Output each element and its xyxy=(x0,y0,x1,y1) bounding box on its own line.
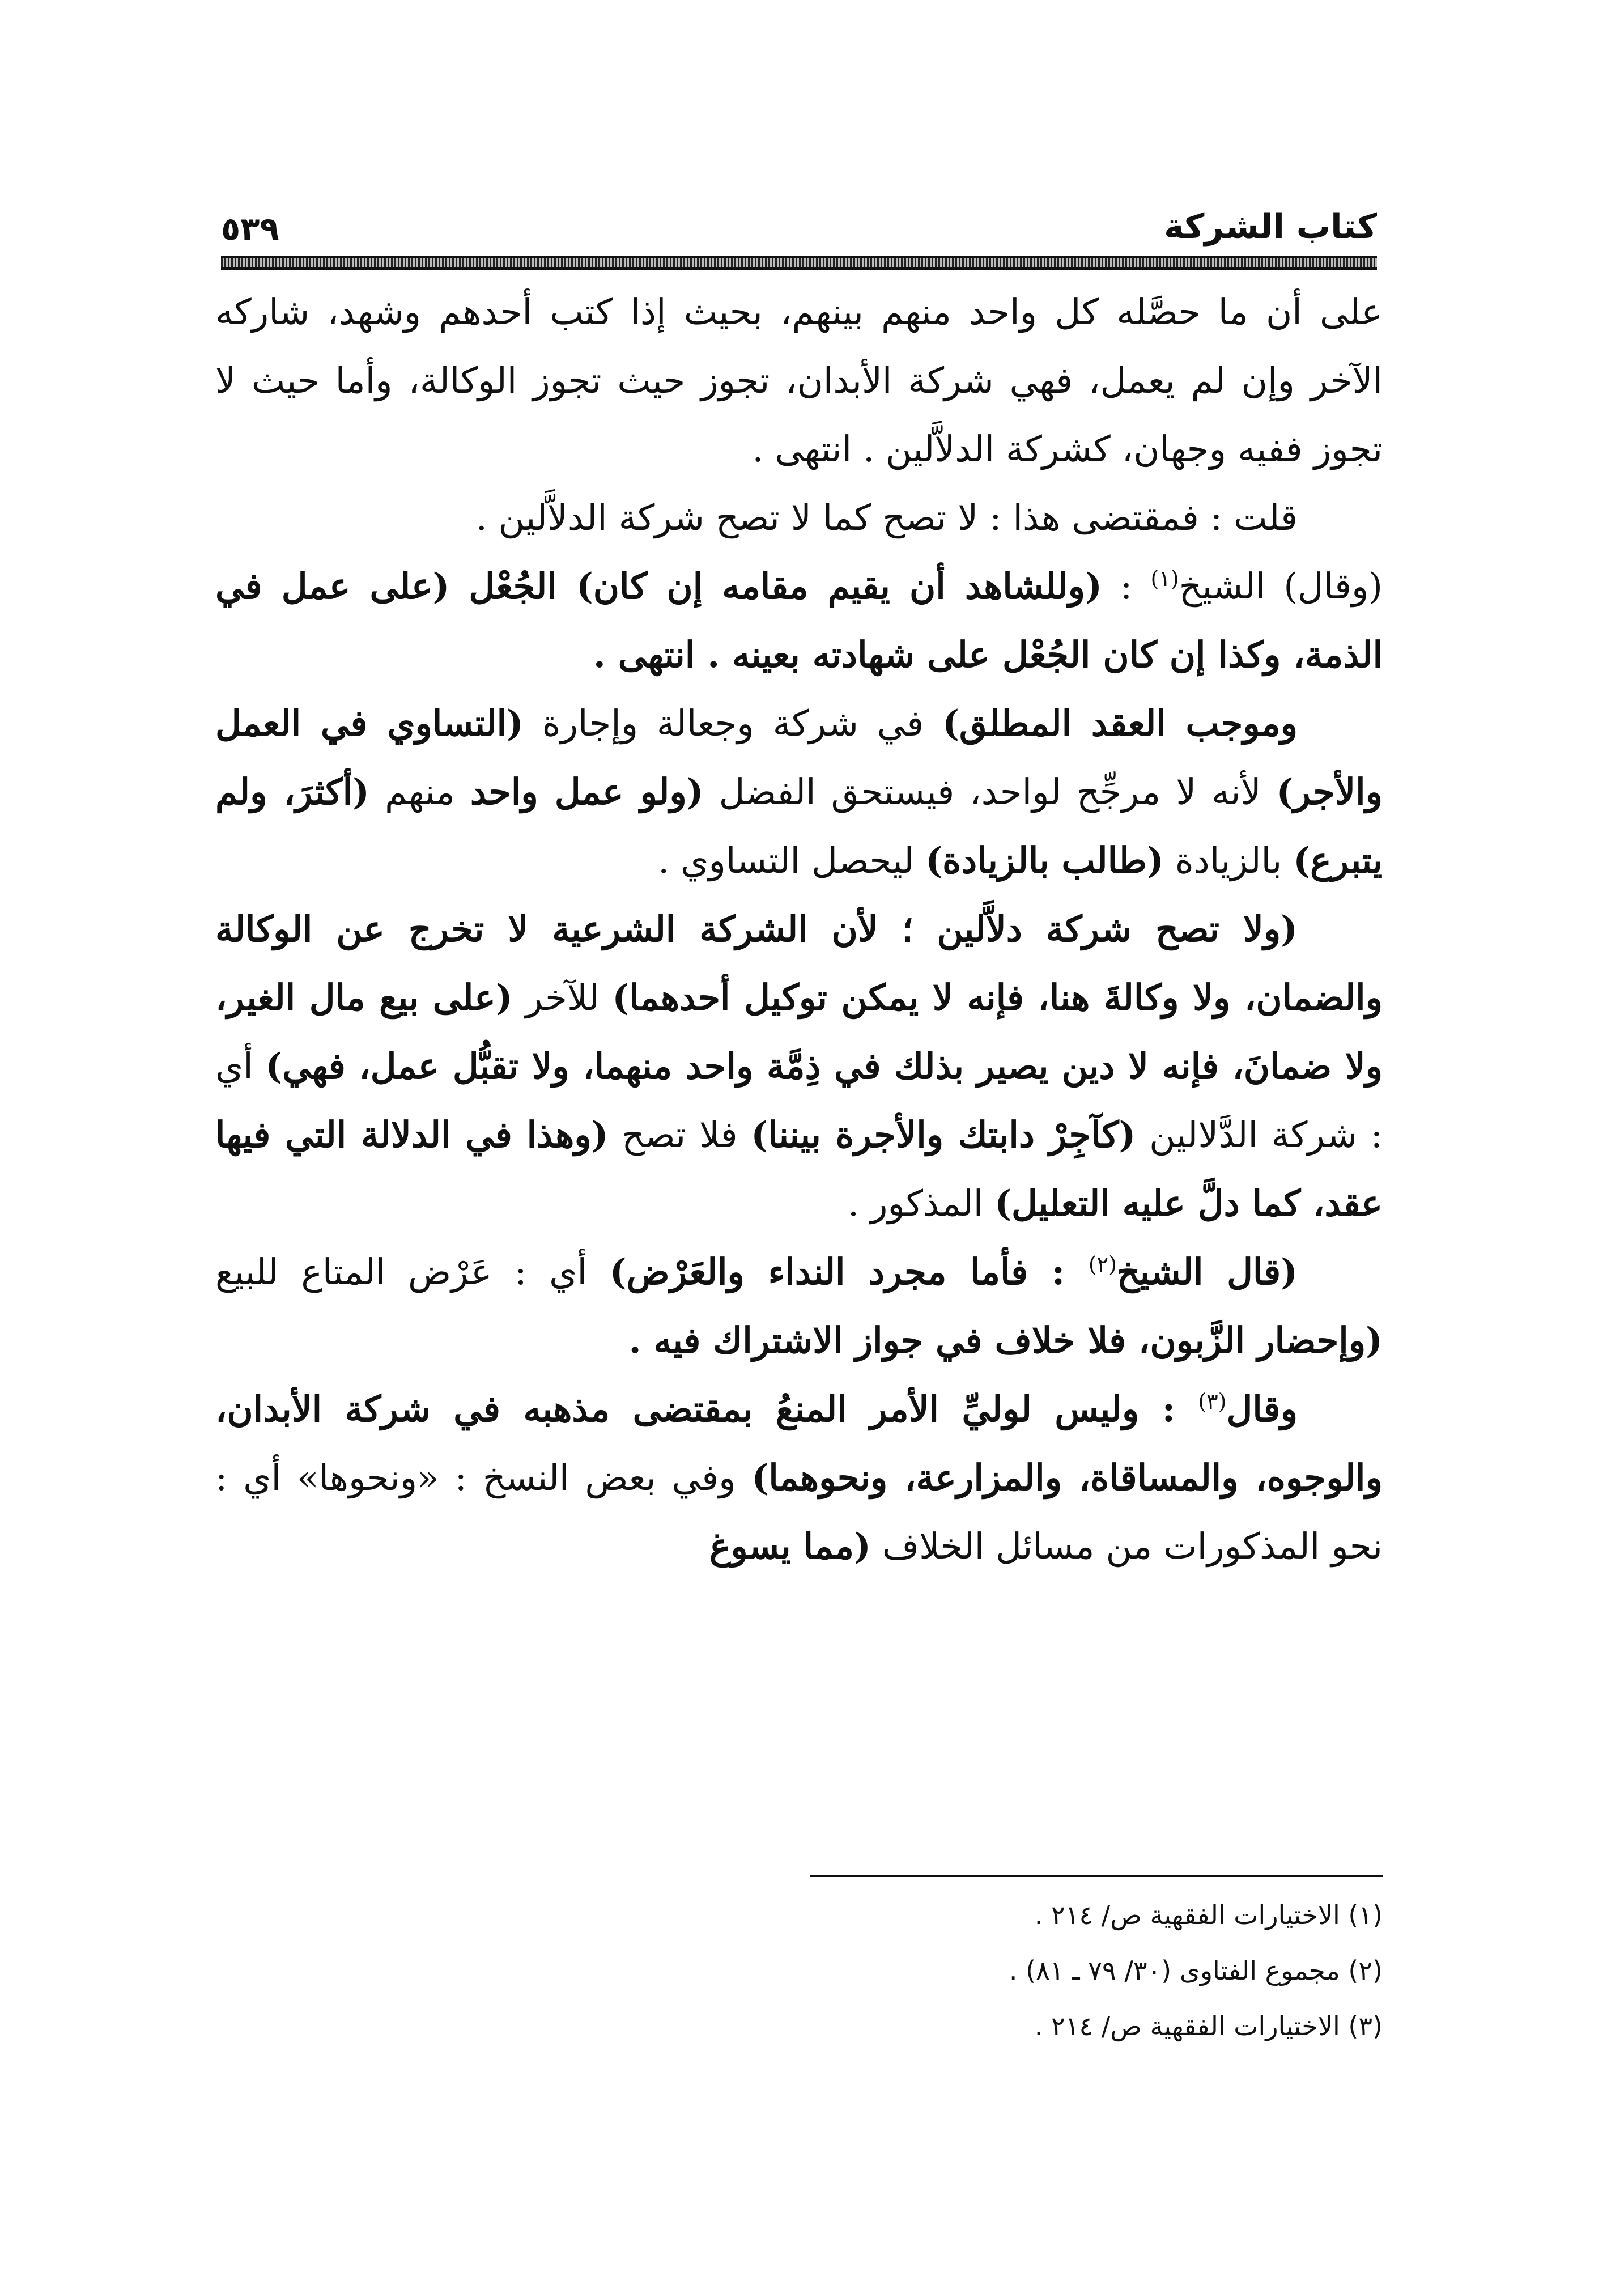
paragraph-7: وقال$^{(٣)}$ : وليس لوليِّ الأمر المنعُ بمقتضى مذهبه في شركة الأبدان، والوجوه، والمساقاة، والمزارعة، ونحوهما) وفي بعض النسخ : «ونحوها» أي : نحو المذكورات من مسائل الخلاف (مما يسوغ xyxy=(215,1388,1383,1567)
paragraph-3: (وقال) الشيخ$^{(١)}$ : (وللشاهد أن يقيم مقامه إن كان) الجُعْل (على عمل في الذمة، وكذا إن كان الجُعْل على شهادته بعينه . انتهى . xyxy=(215,565,1383,676)
footnote-3: (٣) الاختيارات الفقهية ص/ ٢١٤ . xyxy=(1034,2011,1383,2041)
footnote-ref-1[interactable]: (١) xyxy=(1150,566,1179,591)
chapter-title: كتاب الشركة xyxy=(1164,207,1377,247)
footnote-2: (٢) مجموع الفتاوى (٣٠/ ٧٩ ـ ٨١) . xyxy=(1009,1955,1383,1986)
header-rule xyxy=(221,256,1377,270)
paragraph-6: (قال الشيخ$^{(٢)}$ : فأما مجرد النداء والعَرْض) أي : عَرْض المتاع للبيع (وإحضار الزَّبون، فلا خلاف في جواز الاشتراك فيه . xyxy=(215,1251,1383,1361)
footnote-ref-2[interactable]: (٢) xyxy=(1088,1252,1117,1277)
page-number: ٥٣٩ xyxy=(221,211,279,248)
paragraph-5: (ولا تصح شركة دلاَّلين ؛ لأن الشركة الشرعية لا تخرج عن الوكالة والضمان، ولا وكالةَ هنا، فإنه لا يمكن توكيل أحدهما) للآخر (على بيع مال الغير، ولا ضمانَ، فإنه لا دين يصير بذلك في ذِمَّة واحد منهما، ولا تقبُّل عمل، فهي) أي : شركة الدَّلالين (كآجِرْ دابتك والأجرة بيننا) فلا تصح (وهذا في الدلالة التي فيها عقد، كما دلَّ عليه التعليل) المذكور . xyxy=(215,908,1383,1224)
footnotes xyxy=(567,1887,1383,2054)
footnote-ref-3[interactable]: (٣) xyxy=(1198,1389,1227,1414)
running-head xyxy=(221,204,1377,249)
paragraph-2: قلت : فمقتضى هذا : لا تصح كما لا تصح شركة الدلاَّلين . xyxy=(475,497,1298,538)
paragraph-4: وموجب العقد المطلق) في شركة وجعالة وإجارة (التساوي في العمل والأجر) لأنه لا مرجِّح لواحد، فيستحق الفضل (ولو عمل واحد منهم (أكثرَ، ولم يتبرع) بالزيادة (طالب بالزيادة) ليحصل التساوي . xyxy=(215,702,1383,881)
main-text xyxy=(215,278,1383,1836)
footnote-separator xyxy=(810,1875,1383,1877)
paragraph-1: على أن ما حصَّله كل واحد منهم بينهم، بحيث إذا كتب أحدهم وشهد، شاركه الآخر وإن لم يعمل، فهي شركة الأبدان، تجوز حيث تجوز الوكالة، وأما حيث لا تجوز ففيه وجهان، كشركة الدلاَّلين . انتهى . xyxy=(215,291,1383,470)
footnote-1: (١) الاختيارات الفقهية ص/ ٢١٤ . xyxy=(1034,1900,1383,1930)
